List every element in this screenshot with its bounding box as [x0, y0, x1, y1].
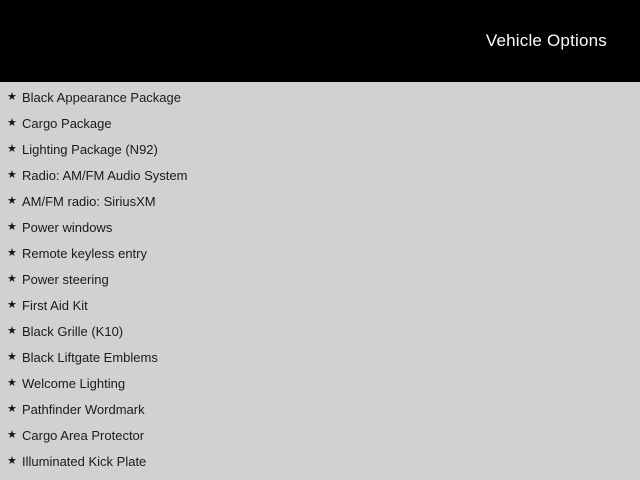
list-item — [7, 214, 630, 240]
star-icon: ★ — [7, 350, 17, 363]
option-label: Power steering — [22, 271, 109, 287]
option-label: Remote keyless entry — [22, 245, 147, 261]
vehicle-options-list — [0, 82, 640, 474]
list-item — [7, 84, 630, 110]
option-label: Power windows — [22, 219, 113, 235]
star-icon: ★ — [7, 324, 17, 337]
star-icon: ★ — [7, 402, 17, 415]
option-label: Cargo Area Protector — [22, 427, 145, 443]
star-icon: ★ — [7, 220, 17, 233]
option-label: Black Grille (K10) — [22, 323, 124, 339]
star-icon: ★ — [7, 298, 17, 311]
star-icon: ★ — [7, 116, 17, 129]
star-icon: ★ — [7, 142, 17, 155]
star-icon: ★ — [7, 272, 17, 285]
option-label: Welcome Lighting — [22, 375, 126, 391]
star-icon: ★ — [7, 246, 17, 259]
page-title: Vehicle Options — [485, 31, 607, 50]
list-item — [7, 188, 630, 214]
option-label: Pathfinder Wordmark — [22, 401, 145, 417]
list-item — [7, 110, 630, 136]
option-label: Radio: AM/FM Audio System — [22, 167, 188, 183]
list-item — [7, 162, 630, 188]
list-item — [7, 292, 630, 318]
option-label: First Aid Kit — [22, 297, 88, 313]
option-label: Lighting Package (N92) — [22, 141, 158, 157]
option-label: Cargo Package — [22, 115, 112, 131]
list-item — [7, 370, 630, 396]
star-icon: ★ — [7, 376, 17, 389]
star-icon: ★ — [7, 194, 17, 207]
star-icon: ★ — [7, 428, 17, 441]
list-item — [7, 266, 630, 292]
list-item — [7, 422, 630, 448]
list-item — [7, 448, 630, 474]
option-label: Illuminated Kick Plate — [22, 453, 147, 469]
list-item — [7, 318, 630, 344]
option-label: Black Liftgate Emblems — [22, 349, 158, 365]
star-icon: ★ — [7, 168, 17, 181]
star-icon: ★ — [7, 454, 17, 467]
option-label: Black Appearance Package — [22, 89, 181, 105]
option-label: AM/FM radio: SiriusXM — [22, 193, 156, 209]
list-item — [7, 240, 630, 266]
list-item — [7, 396, 630, 422]
star-icon: ★ — [7, 90, 17, 103]
header-bar — [0, 0, 640, 82]
list-item — [7, 136, 630, 162]
list-item — [7, 344, 630, 370]
